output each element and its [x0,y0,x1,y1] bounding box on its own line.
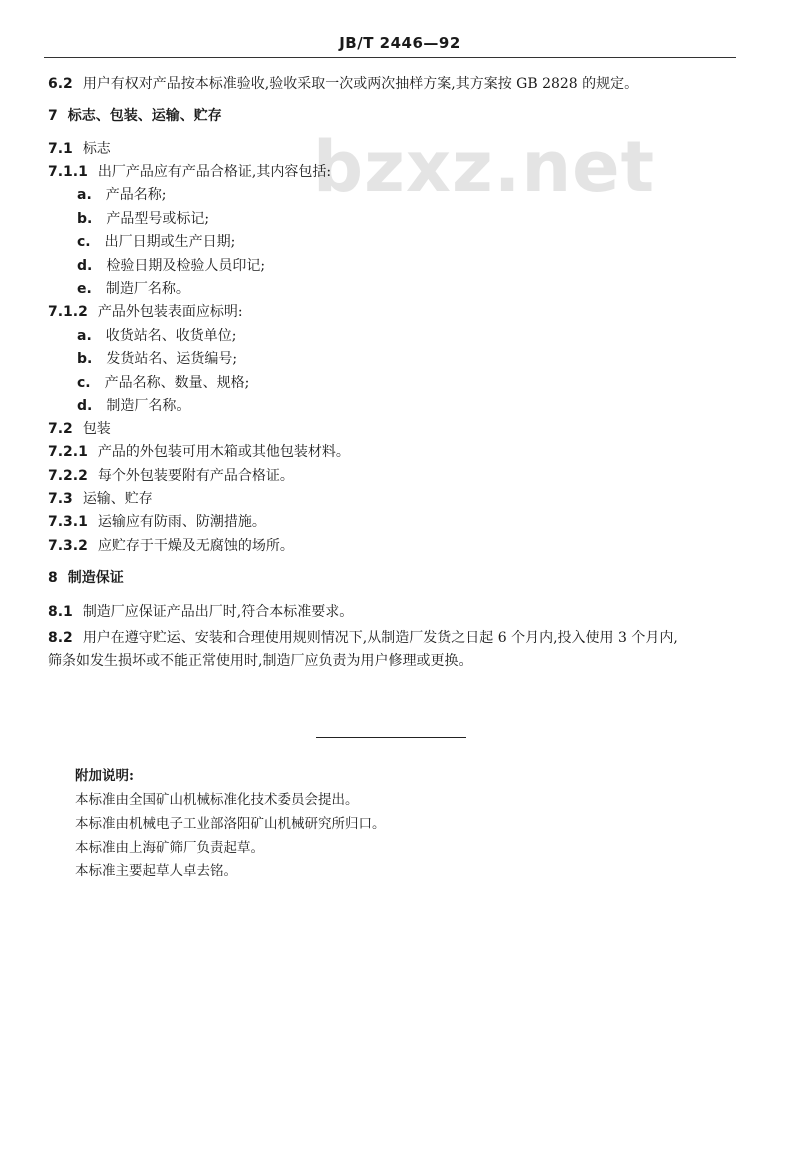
clause-7-3-2: 7.3.2 应贮存于干燥及无腐蚀的场所。 [48,538,294,554]
list-item: e. 制造厂名称。 [77,281,190,297]
list-item: b. 产品型号或标记; [77,211,210,227]
notes-title: 附加说明: [75,768,134,784]
clause-7-1-2: 7.1.2 产品外包装表面应标明: [48,304,243,320]
clause-8-1: 8.1 制造厂应保证产品出厂时,符合本标准要求。 [48,604,354,620]
list-item: a. 收货站名、收货单位; [77,328,237,344]
clause-7-3-1: 7.3.1 运输应有防雨、防潮措施。 [48,514,266,530]
list-item: d. 制造厂名称。 [77,398,191,414]
clause-8-2: 8.2 用户在遵守贮运、安装和合理使用规则情况下,从制造厂发货之日起 6 个月内,投入使用 3 个月内, [48,630,678,646]
clause-8-2-continued: 筛条如发生损坏或不能正常使用时,制造厂应负责为用户修理或更换。 [48,653,473,669]
note-line: 本标准由上海矿筛厂负责起草。 [75,840,264,856]
list-item: c. 出厂日期或生产日期; [77,234,236,250]
watermark-logo: bzxz.net [313,126,656,208]
clause-7-1-1: 7.1.1 出厂产品应有产品合格证,其内容包括: [48,164,332,180]
end-divider [316,737,466,738]
list-item: d. 检验日期及检验人员印记; [77,258,266,274]
clause-7-3: 7.3 运输、贮存 [48,491,153,507]
section-7-heading: 7 标志、包装、运输、贮存 [48,108,222,124]
note-line: 本标准由全国矿山机械标准化技术委员会提出。 [75,792,359,808]
clause-7-2: 7.2 包装 [48,421,111,437]
clause-7-1: 7.1 标志 [48,141,111,157]
clause-6-2: 6.2 用户有权对产品按本标准验收,验收采取一次或两次抽样方案,其方案按 GB 2828 的规定。 [48,76,639,92]
list-item: c. 产品名称、数量、规格; [77,375,250,391]
note-line: 本标准主要起草人卓去铭。 [75,863,237,879]
note-line: 本标准由机械电子工业部洛阳矿山机械研究所归口。 [75,816,386,832]
list-item: b. 发货站名、运货编号; [77,351,238,367]
section-8-heading: 8 制造保证 [48,570,124,586]
clause-7-2-2: 7.2.2 每个外包装要附有产品合格证。 [48,468,294,484]
header-divider [44,57,736,58]
document-code-header: JB/T 2446—92 [339,34,461,52]
clause-7-2-1: 7.2.1 产品的外包装可用木箱或其他包装材料。 [48,444,350,460]
list-item: a. 产品名称; [77,187,167,203]
